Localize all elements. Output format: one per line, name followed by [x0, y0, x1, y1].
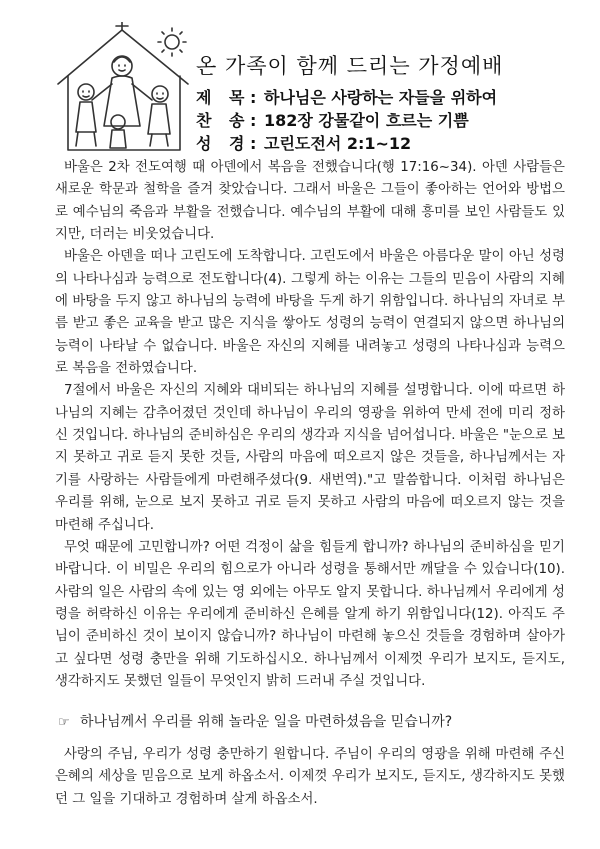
sermon-paragraph: 무엇 때문에 고민합니까? 어떤 걱정이 삶을 힘들게 합니까? 하나님의 준비하심을 믿기 바랍니다. 이 비밀은 우리의 힘으로가 아니라 성령을 통해서만 깨달을 수 있습니다(10). 사람의 일은 사람의 속에 있는 영 외에는 아무도 알지 못합니다. 하나님께서 우리에게 성령을 허락하신 이유는 우리에게 준비하신 은혜를 알게 하기 위함입니다(12). 아직도 주님이 준비하신 것이 보이지 않습니까? 하나님이 마련해 놓으신 것들을 경험하며 살아가고 싶다면 성령 충만을 위해 기도하십시오. 하나님께서 이제껏 우리가 보지도, 듣지도, 생각하지도 못했던 일들이 무엇인지 밝히 드러내 주실 것입니다. [55, 539, 566, 689]
meta-value: 고린도전서 2:1~12 [264, 134, 412, 153]
sermon-paragraph: 바울은 2차 전도여행 때 아덴에서 복음을 전했습니다(행 17:16~34). 아덴 사람들은 새로운 학문과 철학을 즐겨 찾았습니다. 그래서 바울은 그들이 좋아하는 언어와 방법으로 예수님의 죽음과 부활을 전했습니다. 예수님의 부활에 대해 흥미를 보인 사람들도 있지만, 더러는 비웃었습니다. [55, 160, 565, 243]
meta-row-scripture [196, 132, 497, 155]
page-title: 온 가족이 함께 드리는 가정예배 [196, 54, 504, 78]
pointing-hand-icon: ☞ [58, 715, 70, 730]
header [0, 0, 600, 160]
meta-label: 성 경 [196, 134, 251, 153]
meta-separator: : [250, 88, 257, 107]
meta-value: 하나님은 사랑하는 자들을 위하여 [264, 88, 498, 107]
closing-prayer: 사랑의 주님, 우리가 성령 충만하기 원합니다. 주님이 우리의 영광을 위해 마련해 주신 은혜의 세상을 믿음으로 보게 하옵소서. 이제껏 우리가 보지도, 듣지도, 생각하지도 못했던 그 일을 기대하고 경험하며 살게 하옵소서. [55, 747, 565, 807]
meta-value: 182장 강물같이 흐르는 기쁨 [264, 111, 469, 130]
sermon-paragraph: 7절에서 바울은 자신의 지혜와 대비되는 하나님의 지혜를 설명합니다. 이에 따르면 하나님의 지혜는 감추어졌던 것인데 하나님이 우리의 영광을 위하여 만세 전에 미리 정하신 것입니다. 하나님의 준비하심은 우리의 생각과 지식을 넘어섭니다. 바울은 "눈으로 보지 못하고 귀로 듣지 못한 것들, 사람의 마음에 떠오르지 않은 것들을, 하나님께서는 자기를 사랑하는 사람들에게 마련해주셨다(9. 새번역)."고 말씀합니다. 이처럼 하나님은 우리를 위해, 눈으로 보지 못하고 귀로 듣지 못하고 사람의 마음에 떠오르지 않는 것을 마련해 주십니다. [55, 383, 565, 533]
meta-row-subject [196, 86, 497, 109]
worship-info [196, 86, 497, 155]
family-house-illustration [52, 22, 194, 158]
reflection-question [58, 711, 568, 734]
sermon-paragraph: 바울은 아덴을 떠나 고린도에 도착합니다. 고린도에서 바울은 아름다운 말이 아닌 성령의 나타나심과 능력으로 전도합니다(4). 그렇게 하는 이유는 그들의 믿음이 사람의 지혜에 바탕을 두지 않고 하나님의 능력에 바탕을 두게 하기 위함입니다. 하나님의 자녀로 부름 받고 좋은 교육을 받고 많은 지식을 쌓아도 성령의 능력이 연결되지 않으면 하나님의 능력이 나타날 수 없습니다. 바울은 자신의 지혜를 내려놓고 성령의 나타나심과 능력으로 복음을 전하였습니다. [55, 249, 565, 377]
meta-separator: : [250, 111, 257, 130]
meta-label: 찬 송 [196, 111, 251, 130]
meta-label: 제 목 [196, 88, 251, 107]
meta-row-hymn [196, 109, 497, 132]
question-text: 하나님께서 우리를 위해 놀라운 일을 마련하셨음을 믿습니까? [80, 714, 453, 730]
meta-separator: : [250, 134, 257, 153]
sermon-body [55, 157, 565, 693]
